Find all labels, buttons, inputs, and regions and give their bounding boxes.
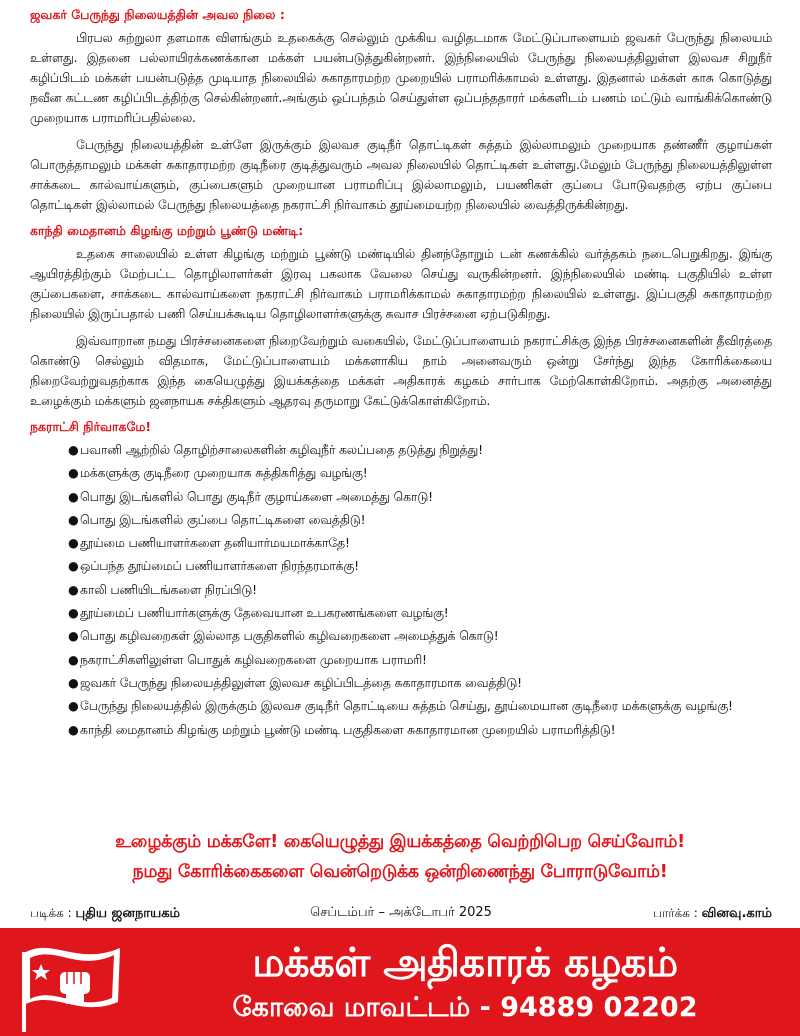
list-item [30, 440, 772, 460]
credits-line [30, 902, 772, 924]
organization-banner [0, 928, 800, 1036]
list-item [30, 556, 772, 576]
bullet-icon: ● [68, 559, 79, 574]
list-item [30, 580, 772, 600]
demand-text: தூய்மைப் பணியார்களுக்கு தேவையான உபகரணங்களை வழங்கு! [80, 606, 449, 621]
section-heading-bus-stand: ஜவகர் பேருந்து நிலையத்தின் அவல நிலை : [30, 7, 285, 22]
slogan-unite-struggle: நமது கோரிக்கைகளை வென்றெடுக்க ஒன்றிணைந்து போராடுவோம்! [132, 862, 668, 882]
bullet-icon: ● [68, 489, 79, 504]
list-item [30, 720, 772, 740]
bullet-icon: ● [68, 536, 79, 551]
demands-heading: நகராட்சி நிர்வாகமே! [30, 419, 152, 434]
paragraph: உதகை சாலையில் உள்ள கிழங்கு மற்றும் பூண்டு மண்டியில் தினந்தோறும் டன் கணக்கில் வர்த்தகம் நடைபெறுகிறது. இங்கு ஆயிரத்திற்கும் மேற்பட்ட தொழிலாளர்கள் இரவு பகலாக வேலை செய்து வருகின்றனர். இந்நிலையில் மண்டி பகுதியில் உள்ள குப்பைகளை, சாக்கடை கால்வாய்களை நகராட்சி நிர்வாகம் பராமரிக்காமல் சுகாதாரமற்ற நிலையில் உள்ளது. இப்பகுதி சுகாதாரமற்ற நிலையில் இருப்பதால் பணி செய்யக்கூடிய தொழிலாளர்களுக்கு சுவாச பிரச்சனை ஏற்படுகிறது. [30, 247, 772, 321]
flag-fist-logo-icon [8, 932, 128, 1034]
issue-date: செப்டம்பர் – அக்டோபர் 2025 [310, 905, 492, 920]
paragraph: பிரபல சுற்றுலா தளமாக விளங்கும் உதகைக்கு செல்லும் முக்கிய வழிதடமாக மேட்டுப்பாளையம் ஜவகர் பேருந்து நிலையம் உள்ளது. இதனை பல்லாயிரக்கணக்கான மக்கள் பயன்படுத்துகின்றனர். இந்நிலையில் பேருந்து நிலையத்திலுள்ள இலவச சிறுநீர் கழிப்பிடம் மக்கள் பயன்படுத்த முடியாத நிலையில் சுகாதாரமற்ற முறையில் பராமரிக்காமல் உள்ளது. இதனால் மக்கள் காசு கொடுத்து நவீன கட்டண கழிப்பிடத்திற்கு செல்கின்றனர்.அங்கும் ஒப்பந்தம் செய்துள்ள ஒப்பந்ததாரர் மக்களிடம் பணம் மட்டும் வாங்கிக்கொண்டு முறையாக பராமரிப்பதில்லை. [30, 31, 772, 125]
bullet-icon: ● [68, 629, 79, 644]
bullet-icon: ● [68, 466, 79, 481]
list-item [30, 650, 772, 670]
list-item [30, 510, 772, 530]
view-label: பார்க்க : [653, 906, 702, 920]
leaflet-body [30, 6, 772, 743]
demand-text: பொது இடங்களில் குப்பை தொட்டிகளை வைத்திடு! [80, 512, 366, 527]
demand-text: ஒப்பந்த தூய்மைப் பணியாளர்களை நிரந்தரமாக்கு! [80, 559, 359, 574]
demand-text: ஜவகர் பேருந்து நிலையத்திலுள்ள இலவச கழிப்பிடத்தை சுகாதாரமாக வைத்திடு! [80, 675, 522, 690]
bullet-icon: ● [68, 582, 79, 597]
demand-text: பேருந்து நிலையத்தில் இருக்கும் இலவச குடிநீர் தொட்டியை சுத்தம் செய்து, தூய்மையான குடிநீரை மக்களுக்கு வழங்கு! [80, 699, 733, 714]
bullet-icon: ● [68, 699, 79, 714]
read-publication: புதிய ஜனநாயகம் [75, 906, 181, 921]
bullet-icon: ● [68, 652, 79, 667]
bullet-icon: ● [68, 606, 79, 621]
paragraph: இவ்வாறான நமது பிரச்சனைகளை நிறைவேற்றும் வகையில், மேட்டுப்பாளையம் நகராட்சிக்கு இந்த பிரச்சனைகளின் தீவிரத்தை கொண்டு செல்லும் விதமாக, மேட்டுப்பாளையம் மக்களாகிய நாம் அனைவரும் ஒன்று சேர்ந்து இந்த கோரிக்கையை நிறைவேற்றுவதற்காக இந்த கையெழுத்து இயக்கத்தை மக்கள் அதிகாரக் கழகம் சார்பாக மேற்கொள்கிறோம். அதற்கு அனைத்து உழைக்கும் மக்களும் ஜனநாயக சக்திகளும் ஆதரவு தருமாறு கேட்டுக்கொள்கிறோம். [30, 334, 772, 408]
list-item [30, 626, 772, 646]
list-item [30, 673, 772, 693]
paragraph: பேருந்து நிலையத்தின் உள்ளே இருக்கும் இலவச குடிநீர் தொட்டிகள் சுத்தம் இல்லாமலும் முறையாக தண்ணீர் குழாய்கள் பொருத்தாமலும் மக்கள் சுகாதாரமற்ற குடிநீரை குடித்துவரும் அவல நிலையில் தொட்டிகள் உள்ளது.மேலும் பேருந்து நிலையத்திலுள்ள சாக்கடை கால்வாய்களும், குப்பைகளும் முறையான பராமரிப்பு இல்லாமலும், பயணிகள் குப்பை போடுவதற்கு ஏற்ப குப்பை தொட்டிகள் இல்லாமல் பேருந்து நிலையத்தை நகராட்சி நிர்வாகம் தூய்மையற்ற நிலையில் வைத்திருக்கின்றது. [30, 138, 772, 212]
read-label: படிக்க : [30, 906, 76, 920]
organization-name: மக்கள் அதிகாரக் கழகம் [252, 940, 678, 986]
bullet-icon: ● [68, 675, 79, 690]
list-item [30, 487, 772, 507]
district-phone: கோவை மாவட்டம் - 94889 02202 [232, 992, 698, 1023]
section-heading-market: காந்தி மைதானம் கிழங்கு மற்றும் பூண்டு மண்டி: [30, 223, 304, 238]
demand-text: பவானி ஆற்றில் தொழிற்சாலைகளின் கழிவுநீர் கலப்பதை தடுத்து நிறுத்து! [80, 443, 483, 457]
demand-text: தூய்மை பணியாளர்களை தனியார்மயமாக்காதே! [80, 536, 350, 551]
view-website: வினவு.காம் [701, 906, 772, 921]
list-item [30, 603, 772, 623]
demand-text: மக்களுக்கு குடிநீரை முறையாக சுத்திகரித்து வழங்கு! [80, 466, 368, 481]
list-item [30, 463, 772, 483]
list-item [30, 696, 772, 716]
demand-text: பொது கழிவறைகள் இல்லாத பகுதிகளில் கழிவறைகளை அமைத்துக் கொடு! [80, 629, 499, 644]
list-item [30, 533, 772, 553]
view-credit [653, 902, 772, 925]
demand-text: நகராட்சிகளிலுள்ள பொதுக் கழிவறைகளை முறையாக பராமரி! [80, 652, 427, 667]
bullet-icon: ● [68, 443, 79, 457]
demand-text: காந்தி மைதானம் கிழங்கு மற்றும் பூண்டு மண்டி பகுதிகளை சுகாதாரமான முறையில் பராமரித்திடு! [80, 722, 616, 737]
bullet-icon: ● [68, 722, 79, 737]
demand-text: காலி பணியிடங்களை நிரப்பிடு! [80, 582, 257, 597]
slogan-signature-campaign: உழைக்கும் மக்களே! கையெழுத்து இயக்கத்தை வெற்றிபெற செய்வோம்! [115, 832, 685, 852]
bullet-icon: ● [68, 512, 79, 527]
demand-text: பொது இடங்களில் பொது குடிநீர் குழாய்களை அமைத்து கொடு! [80, 489, 433, 504]
demands-list [30, 440, 772, 740]
